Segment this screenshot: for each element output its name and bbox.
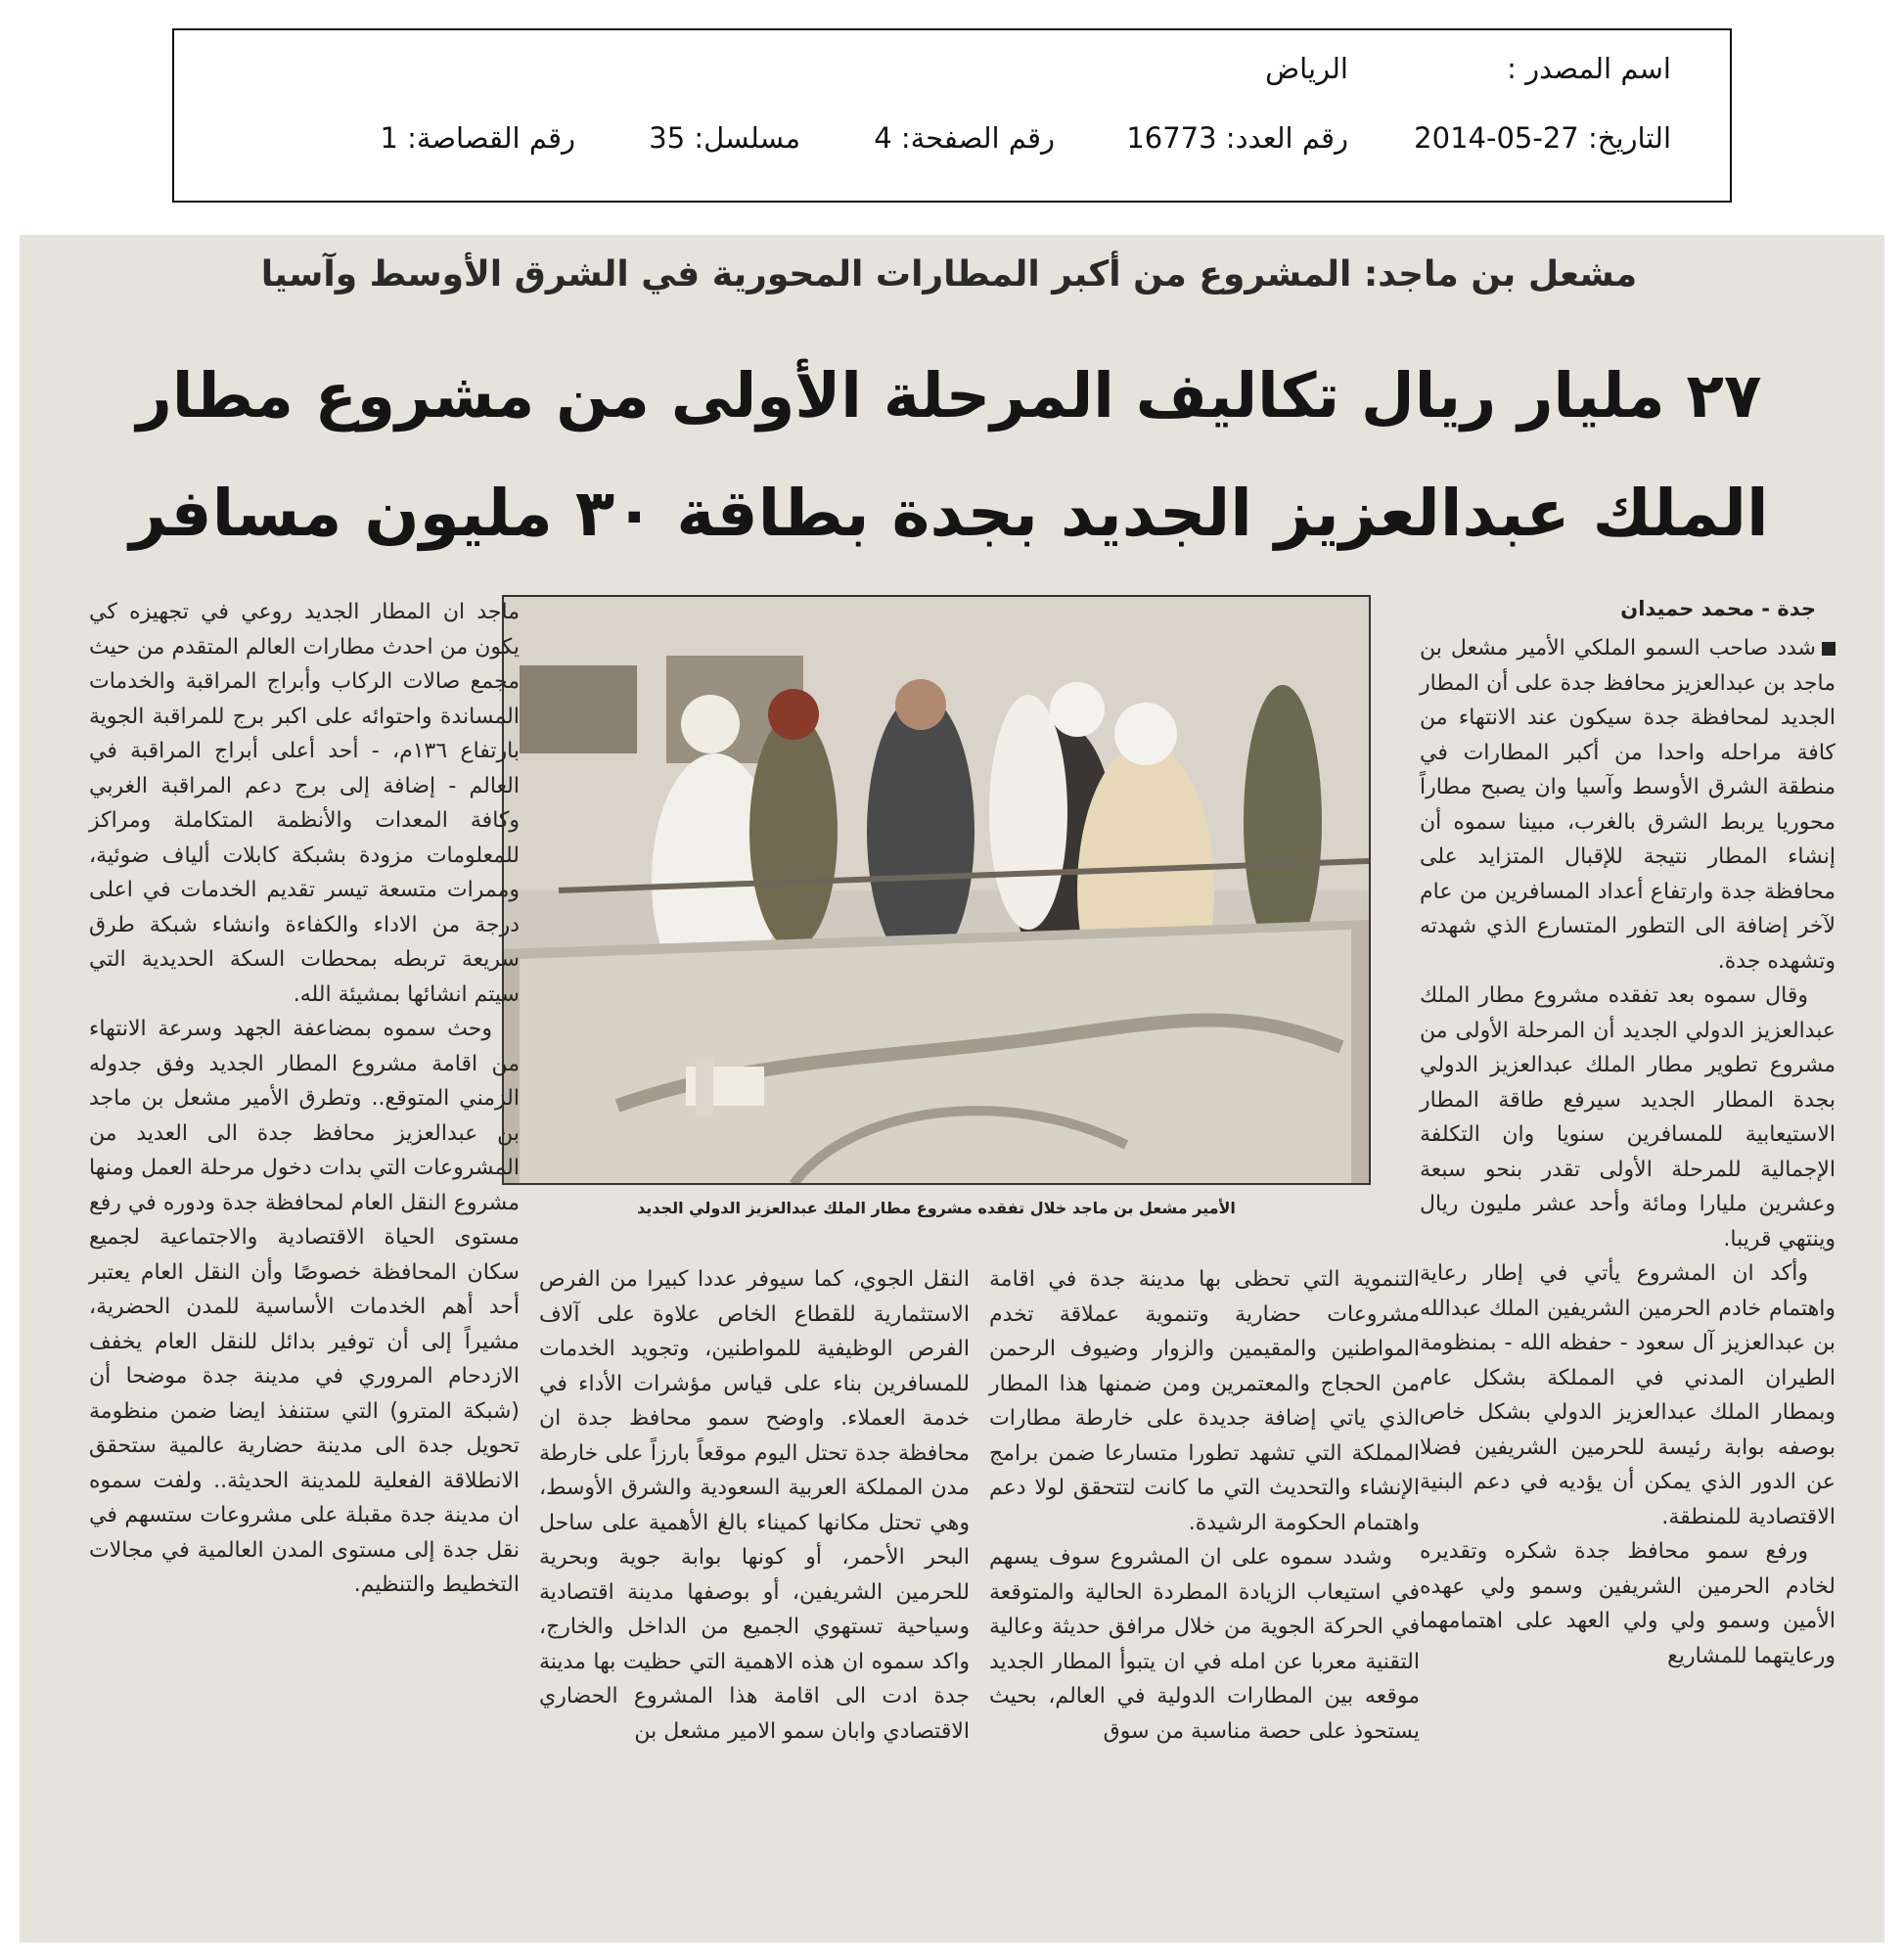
col1-paragraph-2: وقال سموه بعد تفقده مشروع مطار الملك عبدالعزيز الدولي الجديد أن المرحلة الأولى من مشروع تطوير مطار الملك عبدالعزيز الدولي بجدة المطار الجديد سيرفع طاقة المطار الاستيعابية للمسافرين سنويا وان التكلفة الإجمالية للمرحلة الأولى تقدر بنحو سبعة وعشرين مليارا ومائة وأحد عشر مليون ريال وينتهي قريبا. (1420, 983, 1836, 1252)
article-column-4 (89, 595, 520, 1603)
article-column-2 (989, 1262, 1420, 1749)
source-label: اسم المصدر : (1507, 52, 1671, 85)
col3-paragraph-1: النقل الجوي، كما سيوفر عددا كبيرا من الفرص الاستثمارية للقطاع الخاص علاوة على آلاف الفرص الوظيفية للمواطنين، وتجويد الخدمات للمسافرين بناء على قياس مؤشرات الأداء في خدمة العملاء. واوضح سمو محافظ جدة ان محافظة جدة تحتل اليوم موقعاً بارزاً على خارطة مدن المملكة العربية السعودية والشرق الأوسط، وهي تحتل مكانها كميناء بالغ الأهمية على ساحل البحر الأحمر، أو كونها بوابة جوية وبحرية للحرمين الشريفين، أو بوصفها مدينة اقتصادية وسياحية تستهوي الجميع من الداخل والخارج، واكد سموه ان هذه الاهمية التي حظيت بها مدينة جدة ادت الى اقامة هذا المشروع الحضاري الاقتصادي وابان سمو الامير مشعل بن (539, 1267, 970, 1744)
col4-paragraph-2: وحث سموه بمضاعفة الجهد وسرعة الانتهاء من اقامة مشروع المطار الجديد وفق جدوله الزمني المتوقع.. وتطرق الأمير مشعل بن ماجد بن عبدالعزيز محافظ جدة الى العديد من المشروعات التي بدات دخول مرحلة العمل ومنها مشروع النقل العام لمحافظة جدة ودوره في رفع مستوى الحياة الاقتصادية والاجتماعية لجميع سكان المحافظة خصوصًا وأن النقل العام يعتبر أحد أهم الخدمات الأساسية للمدن الحضرية، مشيراً إلى أن توفير بدائل للنقل العام يخفف الازدحام المروري في مدينة جدة موضحا أن (شبكة المترو) التي ستنفذ ايضا ضمن منظومة تحويل جدة الى مدينة حضارية عالمية ستحقق الانطلاقة الفعلية للمدينة الحديثة.. ولفت سموه ان مدينة جدة مقبلة على مشروعات ستسهم في نقل جدة إلى مستوى المدن العالمية في مجالات التخطيط والتنظيم. (89, 1017, 520, 1597)
serial-field: مسلسل: 35 (649, 121, 800, 155)
headline-line-1: ٢٧ مليار ريال تكاليف المرحلة الأولى من مشروع مطار (136, 360, 1762, 432)
col2-paragraph-2: وشدد سموه على ان المشروع سوف يسهم في استيعاب الزيادة المطردة الحالية والمتوقعة في الحركة الجوية من خلال مرافق حديثة وعالية التقنية معربا عن امله في ان يتبوأ المطار الجديد موقعه بين المطارات الدولية في العالم، بحيث يستحوذ على حصة مناسبة من سوق (989, 1545, 1420, 1744)
col1-paragraph-1: شدد صاحب السمو الملكي الأمير مشعل بن ماجد بن عبدالعزيز محافظ جدة على أن المطار الجديد لمحافظة جدة سيكون عند الانتهاء من كافة مراحله واحدا من أكبر المطارات في منطقة الشرق الأوسط وآسيا وان يصبح مطاراً محوريا يربط الشرق بالغرب، مبينا سموه أن إنشاء المطار نتيجة للإقبال المتزايد على محافظة جدة وارتفاع أعداد المسافرين من عام لآخر إضافة الى التطور المتسارع الذي شهدته وتشهده جدة. (1420, 636, 1836, 974)
photo-illustration (502, 597, 1369, 1185)
headline-line-2: الملك عبدالعزيز الجديد بجدة بطاقة ٣٠ مليون مسافر (129, 476, 1769, 551)
article-column-3 (539, 1262, 970, 1749)
article-column-1 (1420, 631, 1836, 1673)
date-field: التاريخ: 27-05-2014 (1414, 121, 1671, 155)
col1-paragraph-4: ورفع سمو محافظ جدة شكره وتقديره لخادم الحرمين الشريفين وسمو ولي عهده الأمين وسمو ولي ولي العهد على اهتمامهما ورعايتهما للمشاريع (1420, 1539, 1836, 1668)
col1-paragraph-3: وأكد ان المشروع يأتي في إطار رعاية واهتمام خادم الحرمين الشريفين الملك عبدالله بن عبدالعزيز آل سعود - حفظه الله - بمنظومة الطيران المدني في المملكة بشكل عام وبمطار الملك عبدالعزيز الدولي بشكل خاص بوصفه بوابة رئيسة للحرمين الشريفين فضلا عن الدور الذي يمكن أن يؤديه في دعم البنية الاقتصادية للمنطقة. (1420, 1261, 1836, 1529)
col2-paragraph-1: التنموية التي تحظى بها مدينة جدة في اقامة مشروعات حضارية وتنموية عملاقة تخدم المواطنين والمقيمين والزوار وضيوف الرحمن من الحجاج والمعتمرين ومن ضمنها هذا المطار الذي ياتي إضافة جديدة على خارطة مطارات المملكة التي تشهد تطورا متسارعا ضمن برامج الإنشاء والتحديث التي ما كانت لتتحقق لولا دعم واهتمام الحكومة الرشيدة. (989, 1267, 1420, 1535)
source-value: الرياض (1265, 52, 1348, 85)
page-field: رقم الصفحة: 4 (874, 121, 1055, 155)
clipping-metadata-box (172, 28, 1732, 203)
article-kicker: مشعل بن ماجد: المشروع من أكبر المطارات المحورية في الشرق الأوسط وآسيا (260, 254, 1638, 295)
photo-caption: الأمير مشعل بن ماجد خلال تفقده مشروع مطار الملك عبدالعزيز الدولي الجديد (637, 1199, 1236, 1217)
byline: جدة - محمد حميدان (1620, 597, 1816, 620)
clip-number-field: رقم القصاصة: 1 (380, 121, 575, 155)
article-photo (502, 595, 1371, 1185)
col4-paragraph-1: ماجد ان المطار الجديد روعي في تجهيزه كي يكون من احدث مطارات العالم المتقدم من حيث مجمع صالات الركاب وأبراج المراقبة والخدمات المساندة واحتوائه على اكبر برج للمراقبة الجوية بارتفاع ١٣٦م، - أحد أعلى أبراج المراقبة في العالم - إضافة إلى برج دعم المراقبة الغربي وكافة المعدات والأنظمة المتكاملة ومراكز للمعلومات مزودة بشبكة كابلات ألياف ضوئية، وممرات متسعة تيسر تقديم الخدمات في اعلى درجة من الاداء والكفاءة وانشاء شبكة طرق سريعة تربطه بمحطات السكة الحديدية التي سيتم انشائها بمشيئة الله. (89, 600, 520, 1007)
issue-field: رقم العدد: 16773 (1126, 121, 1348, 155)
newspaper-clipping (20, 235, 1884, 1942)
paragraph-bullet-icon (1822, 642, 1836, 656)
